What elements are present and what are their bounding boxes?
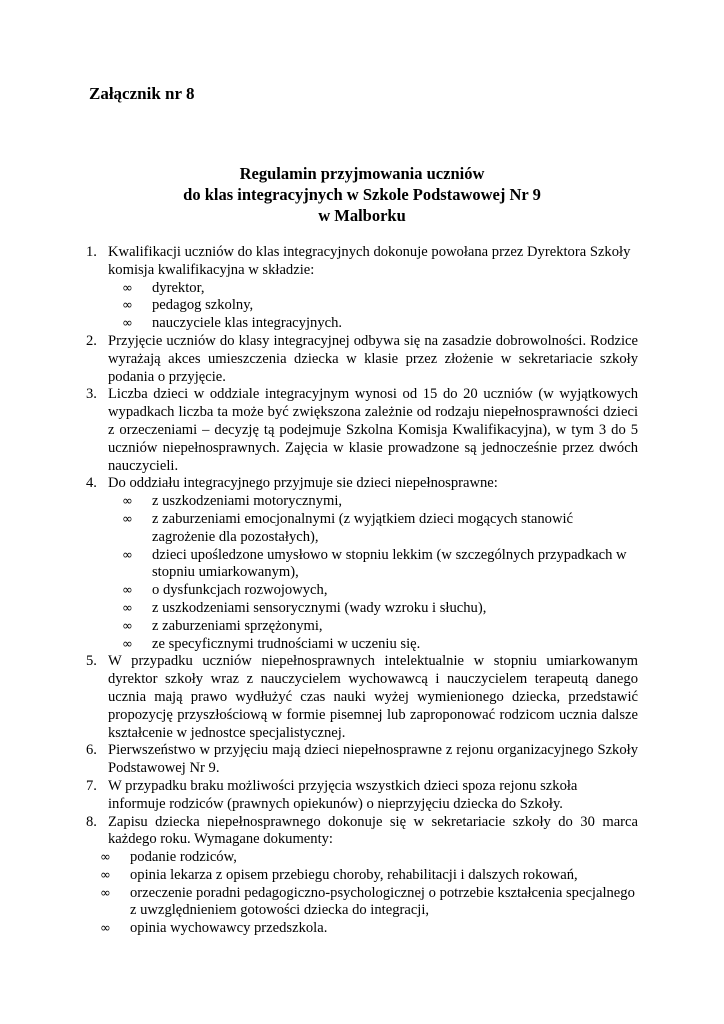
item-number: 3. <box>86 386 97 403</box>
sub-item: ∞ opinia wychowawcy przedszkola. <box>100 920 328 937</box>
item-number: 2. <box>86 332 97 349</box>
annex-label: Załącznik nr 8 <box>89 84 195 103</box>
item-text: W przypadku braku możliwości przyjęcia wszystkich dzieci spoza rejonu szkoła informuje rodziców (prawnych opiekunów) o nieprzyjęciu dziecka do Szkoły. <box>108 777 578 812</box>
sub-item: ∞ z zaburzeniami emocjonalnymi (z wyjątkiem dzieci mogących stanowić zagrożenie dla pozostałych), <box>122 510 574 545</box>
sub-item: ∞ dzieci upośledzone umysłowo w stopniu lekkim (w szczególnych przypadkach w stopniu umiarkowanym), <box>122 546 627 581</box>
infinity-bullet-icon: ∞ <box>122 511 133 527</box>
infinity-bullet-icon: ∞ <box>122 316 133 332</box>
item-number: 1. <box>86 244 97 260</box>
item-text: Pierwszeństwo w przyjęciu mają dzieci niepełnosprawne z rejonu organizacyjnego Szkoły Podstawowej Nr 9. <box>108 742 638 777</box>
sub-item: ∞ opinia lekarza z opisem przebiegu choroby, rehabilitacji i dalszych rokowań, <box>100 866 578 883</box>
infinity-bullet-icon: ∞ <box>122 618 133 634</box>
sub-item: ∞ podanie rodziców, <box>100 849 237 866</box>
infinity-bullet-icon: ∞ <box>122 298 133 314</box>
item-text: Przyjęcie uczniów do klasy integracyjnej odbywa się na zasadzie dobrowolności. Rodzice wyrażają akces umieszczenia dziecka w klasie przez złożenie w sekretariacie szkoły podania o przyjęcie. <box>108 332 638 385</box>
infinity-bullet-icon: ∞ <box>122 547 133 563</box>
sub-item: ∞ pedagog szkolny, <box>122 297 254 314</box>
infinity-bullet-icon: ∞ <box>122 583 133 599</box>
item-text: W przypadku uczniów niepełnosprawnych intelektualnie w stopniu umiarkowanym dyrektor szkoły wraz z nauczycielem wychowawcą i nauczycielem terapeutą danego ucznia mają prawo wydłużyć czas nauki wyżej wymienionego dziecka, przedstawić propozycję przyszłościową w formie pisemnej lub zaproponować rodzicom ucznia dalsze kształcenie w jednostce specjalistycznej. <box>108 653 638 741</box>
regulation-item-4 <box>86 475 638 653</box>
sub-list <box>100 849 638 938</box>
item-number: 7. <box>86 777 97 794</box>
item-number: 5. <box>86 653 97 670</box>
item-number: 6. <box>86 742 97 759</box>
infinity-bullet-icon: ∞ <box>122 600 133 616</box>
sub-item: ∞ o dysfunkcjach rozwojowych, <box>122 582 328 599</box>
title-line-1: Regulamin przyjmowania uczniów <box>239 164 485 183</box>
infinity-bullet-icon: ∞ <box>100 921 111 937</box>
sub-item: ∞ dyrektor, <box>122 279 205 296</box>
sub-item: ∞ ze specyficznymi trudnościami w uczeniu się. <box>122 635 421 652</box>
item-number: 8. <box>86 813 97 830</box>
item-text: Do oddziału integracyjnego przyjmuje sie dzieci niepełnosprawne: <box>108 475 498 492</box>
infinity-bullet-icon: ∞ <box>122 280 133 296</box>
infinity-bullet-icon: ∞ <box>100 867 111 883</box>
regulations-list <box>86 244 638 938</box>
sub-item: ∞ z uszkodzeniami sensorycznymi (wady wzroku i słuchu), <box>122 599 487 616</box>
infinity-bullet-icon: ∞ <box>122 636 133 652</box>
regulation-item-7 <box>86 778 638 814</box>
regulation-item-8 <box>86 814 638 939</box>
regulation-item-1 <box>86 244 638 333</box>
sub-list <box>108 493 638 653</box>
regulation-item-5 <box>86 653 638 742</box>
infinity-bullet-icon: ∞ <box>122 494 133 510</box>
sub-list <box>108 280 638 333</box>
item-text: Zapisu dziecka niepełnosprawnego dokonuje się w sekretariacie szkoły do 30 marca każdego roku. Wymagane dokumenty: <box>108 813 638 848</box>
sub-item: ∞ orzeczenie poradni pedagogiczno-psychologicznej o potrzebie kształcenia specjalnego z uwzględnieniem gotowości dziecka do integracji, <box>100 884 635 919</box>
title-line-2: do klas integracyjnych w Szkole Podstawowej Nr 9 <box>183 185 541 204</box>
item-text: Kwalifikacji uczniów do klas integracyjnych dokonuje powołana przez Dyrektora Szkoły komisja kwalifikacyjna w składzie: <box>108 244 631 278</box>
document-title <box>0 163 724 226</box>
regulation-item-3 <box>86 386 638 475</box>
regulation-item-6 <box>86 742 638 778</box>
item-text: Liczba dzieci w oddziale integracyjnym wynosi od 15 do 20 uczniów (w wyjątkowych wypadkach liczba ta może być zwiększona zależnie od rodzaju niepełnosprawności dzieci z orzeczeniami – decyzję tą podejmuje Szkolna Komisja Kwalifikacyjna), w tym 3 do 5 uczniów niepełnosprawnych. Zajęcia w klasie prowadzone są jednocześnie przez dwóch nauczycieli. <box>108 386 638 474</box>
sub-item: ∞ z zaburzeniami sprzężonymi, <box>122 617 323 634</box>
regulation-item-2 <box>86 333 638 386</box>
infinity-bullet-icon: ∞ <box>100 850 111 866</box>
title-line-3: w Malborku <box>318 206 406 225</box>
infinity-bullet-icon: ∞ <box>100 885 111 901</box>
item-number: 4. <box>86 475 97 492</box>
sub-item: ∞ nauczyciele klas integracyjnych. <box>122 315 343 332</box>
sub-item: ∞ z uszkodzeniami motorycznymi, <box>122 493 343 510</box>
